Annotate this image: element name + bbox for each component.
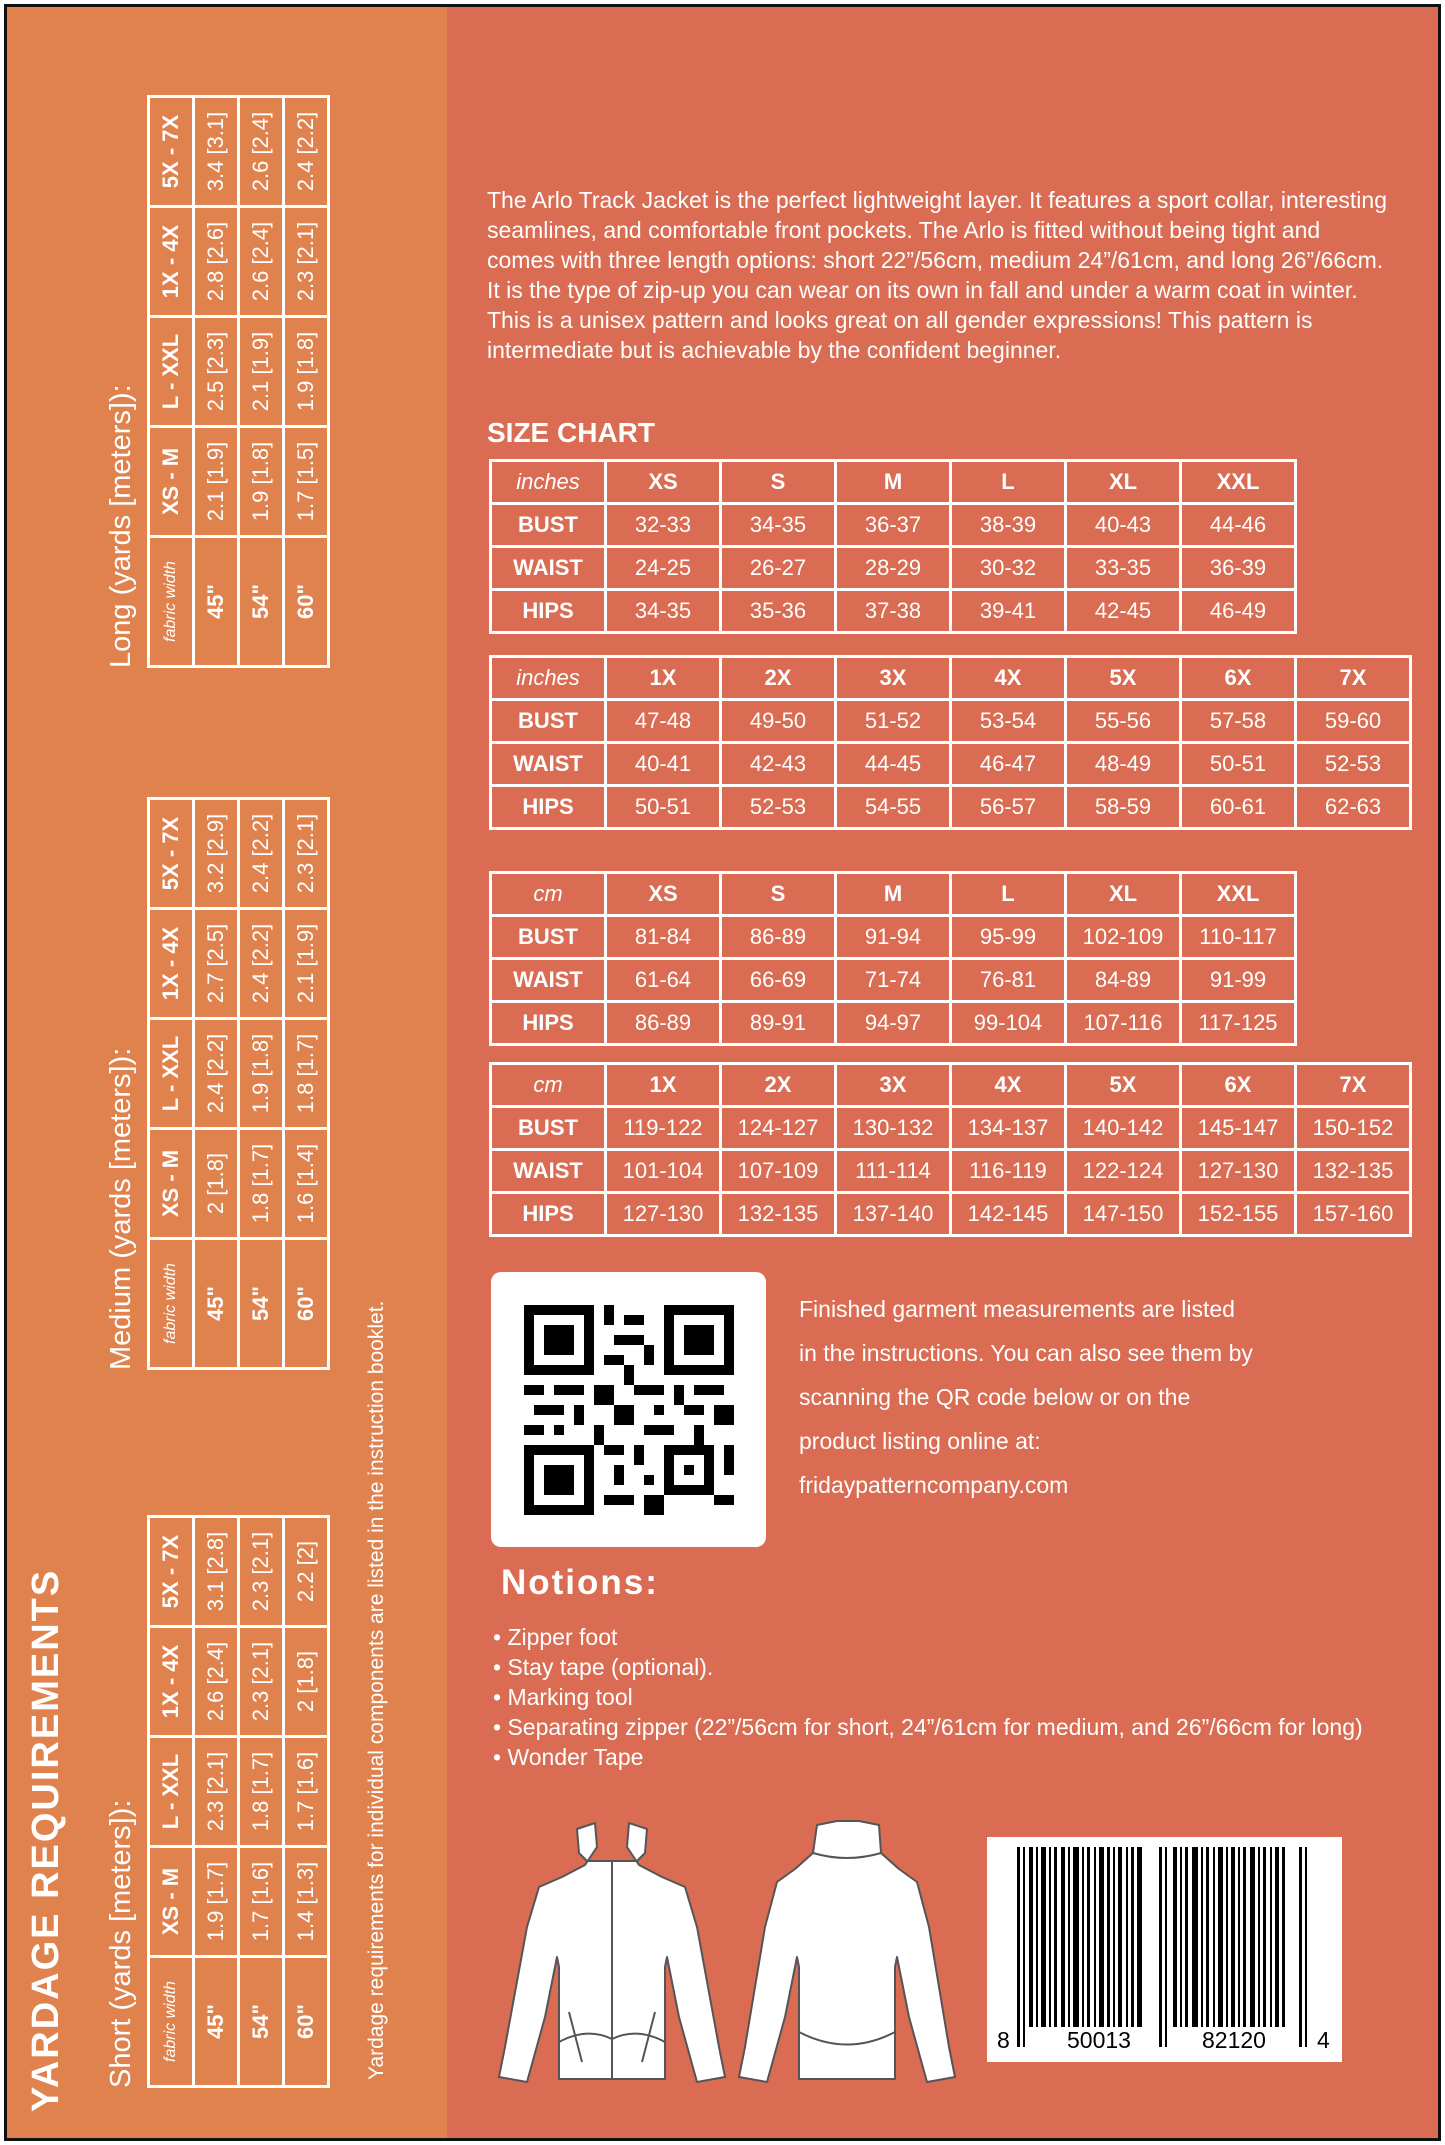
yardage-cell: 2.8 [2.6] [194, 207, 239, 317]
unit-label: cm [491, 873, 606, 916]
short-yardage-table [147, 1515, 330, 2088]
size-cell: 49-50 [721, 700, 836, 743]
size-table-cm-plus [489, 1062, 1412, 1237]
size-cell: 127-130 [606, 1193, 721, 1236]
size-header: 5X [1066, 1064, 1181, 1107]
medium-label: Medium (yards [meters]): [105, 1047, 137, 1370]
size-cell: 140-142 [1066, 1107, 1181, 1150]
yardage-cell: 1.9 [1.8] [239, 427, 284, 537]
size-cell: 51-52 [836, 700, 951, 743]
size-cell: 36-39 [1181, 547, 1296, 590]
yardage-cell: 2.1 [1.9] [284, 909, 329, 1019]
size-cell: 44-46 [1181, 504, 1296, 547]
col-header: L - XXL [149, 1019, 194, 1129]
size-cell: 124-127 [721, 1107, 836, 1150]
size-header: 4X [951, 657, 1066, 700]
yardage-cell: 3.4 [3.1] [194, 97, 239, 207]
yardage-cell: 1.7 [1.5] [284, 427, 329, 537]
yardage-cell: 1.4 [1.3] [284, 1847, 329, 1957]
yardage-cell: 2.5 [2.3] [194, 317, 239, 427]
size-header: 4X [951, 1064, 1066, 1107]
size-cell: 26-27 [721, 547, 836, 590]
size-header: 7X [1296, 657, 1411, 700]
measure-label: BUST [491, 700, 606, 743]
notion-item: • Wonder Tape [493, 1744, 644, 1770]
size-cell: 152-155 [1181, 1193, 1296, 1236]
qr-code[interactable] [491, 1272, 766, 1547]
col-header: 5X - 7X [149, 97, 194, 207]
size-cell: 34-35 [606, 590, 721, 633]
unit-label: cm [491, 1064, 606, 1107]
measure-label: HIPS [491, 1193, 606, 1236]
measure-label: BUST [491, 504, 606, 547]
size-cell: 50-51 [1181, 743, 1296, 786]
size-cell: 62-63 [1296, 786, 1411, 829]
size-cell: 142-145 [951, 1193, 1066, 1236]
size-cell: 132-135 [721, 1193, 836, 1236]
size-header: 2X [721, 657, 836, 700]
size-chart-title: SIZE CHART [487, 417, 655, 448]
yardage-cell: 1.9 [1.8] [239, 1019, 284, 1129]
size-cell: 60-61 [1181, 786, 1296, 829]
size-header: 1X [606, 1064, 721, 1107]
notions-title: Notions: [501, 1563, 659, 1602]
size-cell: 94-97 [836, 1002, 951, 1045]
yardage-cell: 2.3 [2.1] [284, 207, 329, 317]
notion-item: • Marking tool [493, 1684, 633, 1710]
size-header: 3X [836, 657, 951, 700]
size-table-inches-plus [489, 655, 1412, 830]
barcode-icon [987, 1837, 1342, 2062]
size-cell: 91-99 [1181, 959, 1296, 1002]
size-cell: 44-45 [836, 743, 951, 786]
size-cell: 102-109 [1066, 916, 1181, 959]
fabric-width: 60" [284, 537, 329, 667]
yardage-cell: 2 [1.8] [194, 1129, 239, 1239]
size-cell: 32-33 [606, 504, 721, 547]
measure-label: WAIST [491, 743, 606, 786]
size-cell: 37-38 [836, 590, 951, 633]
col-header: fabric width [149, 537, 194, 667]
measure-label: HIPS [491, 786, 606, 829]
yardage-cell: 1.7 [1.6] [284, 1737, 329, 1847]
size-cell: 28-29 [836, 547, 951, 590]
fabric-width: 45" [194, 537, 239, 667]
size-cell: 122-124 [1066, 1150, 1181, 1193]
size-cell: 150-152 [1296, 1107, 1411, 1150]
yardage-cell: 2.7 [2.5] [194, 909, 239, 1019]
pattern-back-cover [4, 4, 1441, 2141]
short-label: Short (yards [meters]): [105, 1799, 137, 2088]
yardage-cell: 1.7 [1.6] [239, 1847, 284, 1957]
size-cell: 81-84 [606, 916, 721, 959]
size-header: S [721, 461, 836, 504]
size-cell: 55-56 [1066, 700, 1181, 743]
size-cell: 39-41 [951, 590, 1066, 633]
barcode-digits-3: 82120 [1202, 2027, 1266, 2053]
size-cell: 76-81 [951, 959, 1066, 1002]
size-cell: 38-39 [951, 504, 1066, 547]
unit-label: inches [491, 461, 606, 504]
size-cell: 56-57 [951, 786, 1066, 829]
notions-list [493, 1622, 1413, 1772]
yardage-cell: 1.8 [1.7] [284, 1019, 329, 1129]
size-cell: 117-125 [1181, 1002, 1296, 1045]
size-header: 7X [1296, 1064, 1411, 1107]
yardage-cell: 1.9 [1.8] [284, 317, 329, 427]
long-label: Long (yards [meters]): [105, 384, 137, 668]
size-cell: 53-54 [951, 700, 1066, 743]
size-cell: 66-69 [721, 959, 836, 1002]
size-cell: 91-94 [836, 916, 951, 959]
size-cell: 24-25 [606, 547, 721, 590]
notion-item: • Zipper foot [493, 1624, 618, 1650]
size-cell: 95-99 [951, 916, 1066, 959]
size-cell: 52-53 [721, 786, 836, 829]
size-cell: 84-89 [1066, 959, 1181, 1002]
size-cell: 59-60 [1296, 700, 1411, 743]
size-header: M [836, 461, 951, 504]
finished-measurements-note: Finished garment measurements are listed in the instructions. You can also see them by scanning the QR code below or on the product listing online at: fridaypatterncompany.com [799, 1296, 1253, 1498]
measure-label: WAIST [491, 959, 606, 1002]
fabric-width: 54" [239, 1239, 284, 1369]
size-cell: 33-35 [1066, 547, 1181, 590]
size-cell: 36-37 [836, 504, 951, 547]
size-cell: 111-114 [836, 1150, 951, 1193]
yardage-cell: 2.3 [2.1] [194, 1737, 239, 1847]
measure-label: HIPS [491, 1002, 606, 1045]
size-cell: 86-89 [721, 916, 836, 959]
fabric-width: 45" [194, 1957, 239, 2087]
size-cell: 147-150 [1066, 1193, 1181, 1236]
size-header: XS [606, 873, 721, 916]
fabric-width: 45" [194, 1239, 239, 1369]
size-cell: 132-135 [1296, 1150, 1411, 1193]
size-header: 6X [1181, 657, 1296, 700]
yardage-cell: 2.4 [2.2] [284, 97, 329, 207]
pattern-description: The Arlo Track Jacket is the perfect lightweight layer. It features a sport collar, interesting seamlines, and comfortable front pockets. The Arlo is fitted without being tight and comes with three length options: short 22”/56cm, medium 24”/61cm, and long 26”/66cm. It is the type of zip-up you can wear on its own in fall and under a warm coat in winter. This is a unisex pattern and looks great on all gender expressions! This pattern is intermediate but is achievable by the confident beginner. [487, 187, 1387, 363]
size-cell: 137-140 [836, 1193, 951, 1236]
yardage-cell: 2.4 [2.2] [239, 909, 284, 1019]
size-header: XXL [1181, 873, 1296, 916]
size-cell: 134-137 [951, 1107, 1066, 1150]
yardage-title: YARDAGE REQUIREMENTS [25, 1568, 67, 2112]
description-panel [447, 7, 1438, 2138]
col-header: 1X - 4X [149, 207, 194, 317]
yardage-cell: 2.3 [2.1] [284, 799, 329, 909]
size-header: 6X [1181, 1064, 1296, 1107]
size-cell: 110-117 [1181, 916, 1296, 959]
yardage-cell: 2.4 [2.2] [239, 799, 284, 909]
size-header: 1X [606, 657, 721, 700]
yardage-rotated-content [7, 7, 447, 2138]
yardage-note: Yardage requirements for individual components are listed in the instruction booklet. [365, 1300, 388, 2080]
size-cell: 52-53 [1296, 743, 1411, 786]
size-cell: 48-49 [1066, 743, 1181, 786]
yardage-cell: 2.6 [2.4] [239, 207, 284, 317]
long-yardage-table [147, 95, 330, 668]
col-header: fabric width [149, 1239, 194, 1369]
col-header: fabric width [149, 1957, 194, 2087]
size-cell: 30-32 [951, 547, 1066, 590]
size-cell: 40-41 [606, 743, 721, 786]
yardage-cell: 2.1 [1.9] [194, 427, 239, 537]
size-cell: 54-55 [836, 786, 951, 829]
size-cell: 35-36 [721, 590, 836, 633]
size-cell: 86-89 [606, 1002, 721, 1045]
size-cell: 101-104 [606, 1150, 721, 1193]
unit-label: inches [491, 657, 606, 700]
yardage-cell: 1.6 [1.4] [284, 1129, 329, 1239]
size-cell: 119-122 [606, 1107, 721, 1150]
size-header: XL [1066, 873, 1181, 916]
size-cell: 40-43 [1066, 504, 1181, 547]
size-header: 5X [1066, 657, 1181, 700]
yardage-cell: 2.2 [2] [284, 1517, 329, 1627]
yardage-cell: 2.6 [2.4] [239, 97, 284, 207]
size-cell: 47-48 [606, 700, 721, 743]
size-header: 2X [721, 1064, 836, 1107]
size-table-inches-standard [489, 459, 1297, 634]
size-cell: 107-109 [721, 1150, 836, 1193]
col-header: XS - M [149, 1847, 194, 1957]
yardage-cell: 3.1 [2.8] [194, 1517, 239, 1627]
fabric-width: 60" [284, 1957, 329, 2087]
size-header: 3X [836, 1064, 951, 1107]
barcode-digit-1: 8 [997, 2027, 1010, 2053]
size-cell: 46-49 [1181, 590, 1296, 633]
size-header: XS [606, 461, 721, 504]
size-cell: 89-91 [721, 1002, 836, 1045]
yardage-cell: 3.2 [2.9] [194, 799, 239, 909]
size-header: M [836, 873, 951, 916]
size-cell: 116-119 [951, 1150, 1066, 1193]
size-header: XXL [1181, 461, 1296, 504]
size-table-cm-standard [489, 871, 1297, 1046]
barcode-digit-4: 4 [1317, 2027, 1330, 2053]
yardage-cell: 2.3 [2.1] [239, 1517, 284, 1627]
yardage-panel [7, 7, 447, 2138]
yardage-cell: 2 [1.8] [284, 1627, 329, 1737]
yardage-cell: 2.1 [1.9] [239, 317, 284, 427]
size-cell: 46-47 [951, 743, 1066, 786]
size-cell: 127-130 [1181, 1150, 1296, 1193]
size-header: L [951, 461, 1066, 504]
yardage-cell: 1.9 [1.7] [194, 1847, 239, 1957]
size-cell: 99-104 [951, 1002, 1066, 1045]
size-cell: 157-160 [1296, 1193, 1411, 1236]
fabric-width: 54" [239, 537, 284, 667]
size-cell: 42-43 [721, 743, 836, 786]
size-header: XL [1066, 461, 1181, 504]
size-cell: 107-116 [1066, 1002, 1181, 1045]
measure-label: BUST [491, 916, 606, 959]
col-header: L - XXL [149, 317, 194, 427]
size-cell: 61-64 [606, 959, 721, 1002]
col-header: 5X - 7X [149, 1517, 194, 1627]
size-cell: 145-147 [1181, 1107, 1296, 1150]
measure-label: HIPS [491, 590, 606, 633]
col-header: L - XXL [149, 1737, 194, 1847]
yardage-cell: 1.8 [1.7] [239, 1129, 284, 1239]
size-cell: 42-45 [1066, 590, 1181, 633]
size-cell: 130-132 [836, 1107, 951, 1150]
size-header: L [951, 873, 1066, 916]
barcode-digits-2: 50013 [1067, 2027, 1131, 2053]
size-cell: 50-51 [606, 786, 721, 829]
notion-item: • Stay tape (optional). [493, 1654, 714, 1680]
qr-code-icon [524, 1305, 734, 1515]
col-header: XS - M [149, 427, 194, 537]
col-header: XS - M [149, 1129, 194, 1239]
yardage-cell: 2.3 [2.1] [239, 1627, 284, 1737]
col-header: 1X - 4X [149, 1627, 194, 1737]
yardage-cell: 2.4 [2.2] [194, 1019, 239, 1129]
col-header: 1X - 4X [149, 909, 194, 1019]
size-cell: 58-59 [1066, 786, 1181, 829]
size-cell: 34-35 [721, 504, 836, 547]
measure-label: BUST [491, 1107, 606, 1150]
yardage-cell: 1.8 [1.7] [239, 1737, 284, 1847]
medium-yardage-table [147, 797, 330, 1370]
fabric-width: 54" [239, 1957, 284, 2087]
measure-label: WAIST [491, 1150, 606, 1193]
size-cell: 71-74 [836, 959, 951, 1002]
fabric-width: 60" [284, 1239, 329, 1369]
notion-item: • Separating zipper (22”/56cm for short, 24”/61cm for medium, and 26”/66cm for long) [493, 1714, 1363, 1740]
measure-label: WAIST [491, 547, 606, 590]
jacket-sketch-icon [487, 1817, 957, 2107]
col-header: 5X - 7X [149, 799, 194, 909]
yardage-cell: 2.6 [2.4] [194, 1627, 239, 1737]
size-cell: 57-58 [1181, 700, 1296, 743]
barcode [987, 1837, 1342, 2062]
size-header: S [721, 873, 836, 916]
